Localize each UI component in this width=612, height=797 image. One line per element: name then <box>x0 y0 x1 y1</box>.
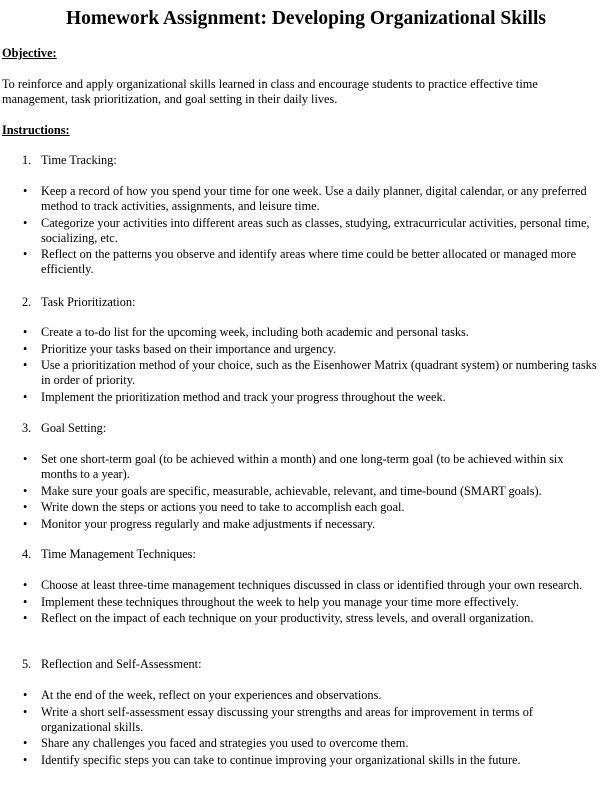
section-title-text: Reflection and Self-Assessment: <box>41 657 202 671</box>
section-number: 4. <box>22 547 32 561</box>
bullet-list-time-tracking <box>0 184 600 279</box>
section-title-text: Goal Setting: <box>41 421 107 435</box>
bullet-item: • Reflect on the impact of each technique on your productivity, stress levels, and overall organization. <box>0 611 600 626</box>
objective-heading-colon: : <box>52 46 57 60</box>
bullet-item: • Monitor your progress regularly and make adjustments if necessary. <box>0 517 600 532</box>
section-title-goal-setting <box>22 421 106 436</box>
objective-heading <box>2 46 57 61</box>
bullet-item: • Choose at least three-time management techniques discussed in class or identified through your own research. <box>0 578 600 593</box>
bullet-list-task-prioritization <box>0 325 600 406</box>
section-title-time-tracking <box>22 153 117 168</box>
section-title-reflection-self-assessment <box>22 657 202 672</box>
bullet-item: • Share any challenges you faced and strategies you used to overcome them. <box>0 736 600 751</box>
bullet-item: • At the end of the week, reflect on your experiences and observations. <box>0 688 600 703</box>
bullet-item: • Implement the prioritization method and track your progress throughout the week. <box>0 390 600 405</box>
bullet-item: • Make sure your goals are specific, measurable, achievable, relevant, and time-bound (SMART goals). <box>0 484 600 499</box>
section-title-task-prioritization <box>22 295 135 310</box>
bullet-list-time-management-techniques <box>0 578 600 628</box>
objective-heading-label: Objective <box>2 46 53 60</box>
bullet-item: • Reflect on the patterns you observe and identify areas where time could be better allocated or managed more efficiently. <box>0 247 600 277</box>
bullet-item: • Implement these techniques throughout the week to help you manage your time more effectively. <box>0 595 600 610</box>
bullet-item: • Prioritize your tasks based on their importance and urgency. <box>0 342 600 357</box>
section-number: 5. <box>22 657 32 671</box>
section-number: 3. <box>22 421 32 435</box>
bullet-item: • Create a to-do list for the upcoming week, including both academic and personal tasks. <box>0 325 600 340</box>
bullet-item: • Categorize your activities into different areas such as classes, studying, extracurricular activities, personal time, socializing, etc. <box>0 216 600 246</box>
bullet-item: • Use a prioritization method of your choice, such as the Eisenhower Matrix (quadrant system) or numbering tasks in order of priority. <box>0 358 600 388</box>
section-title-text: Task Prioritization: <box>41 295 136 309</box>
objective-text: To reinforce and apply organizational skills learned in class and encourage students to practice effective time management, task prioritization, and goal setting in their daily lives. <box>2 77 538 106</box>
bullet-item: • Identify specific steps you can take to continue improving your organizational skills in the future. <box>0 753 600 768</box>
section-title-text: Time Management Techniques: <box>41 547 196 561</box>
bullet-item: • Write a short self-assessment essay discussing your strengths and areas for improvement in terms of organizational skills. <box>0 705 600 735</box>
bullet-item: • Keep a record of how you spend your time for one week. Use a daily planner, digital calendar, or any preferred method to track activities, assignments, and leisure time. <box>0 184 600 214</box>
section-title-time-management-techniques <box>22 547 196 562</box>
bullet-list-reflection-self-assessment <box>0 688 600 769</box>
section-number: 1. <box>22 153 32 167</box>
bullet-item: • Write down the steps or actions you need to take to accomplish each goal. <box>0 500 600 515</box>
section-number: 2. <box>22 295 32 309</box>
instructions-heading: Instructions: <box>2 123 70 137</box>
section-title-text: Time Tracking: <box>41 153 117 167</box>
bullet-list-goal-setting <box>0 452 600 533</box>
page-title: Homework Assignment: Developing Organizational Skills <box>66 8 546 29</box>
bullet-item: • Set one short-term goal (to be achieved within a month) and one long-term goal (to be achieved within six months to a year). <box>0 452 600 482</box>
